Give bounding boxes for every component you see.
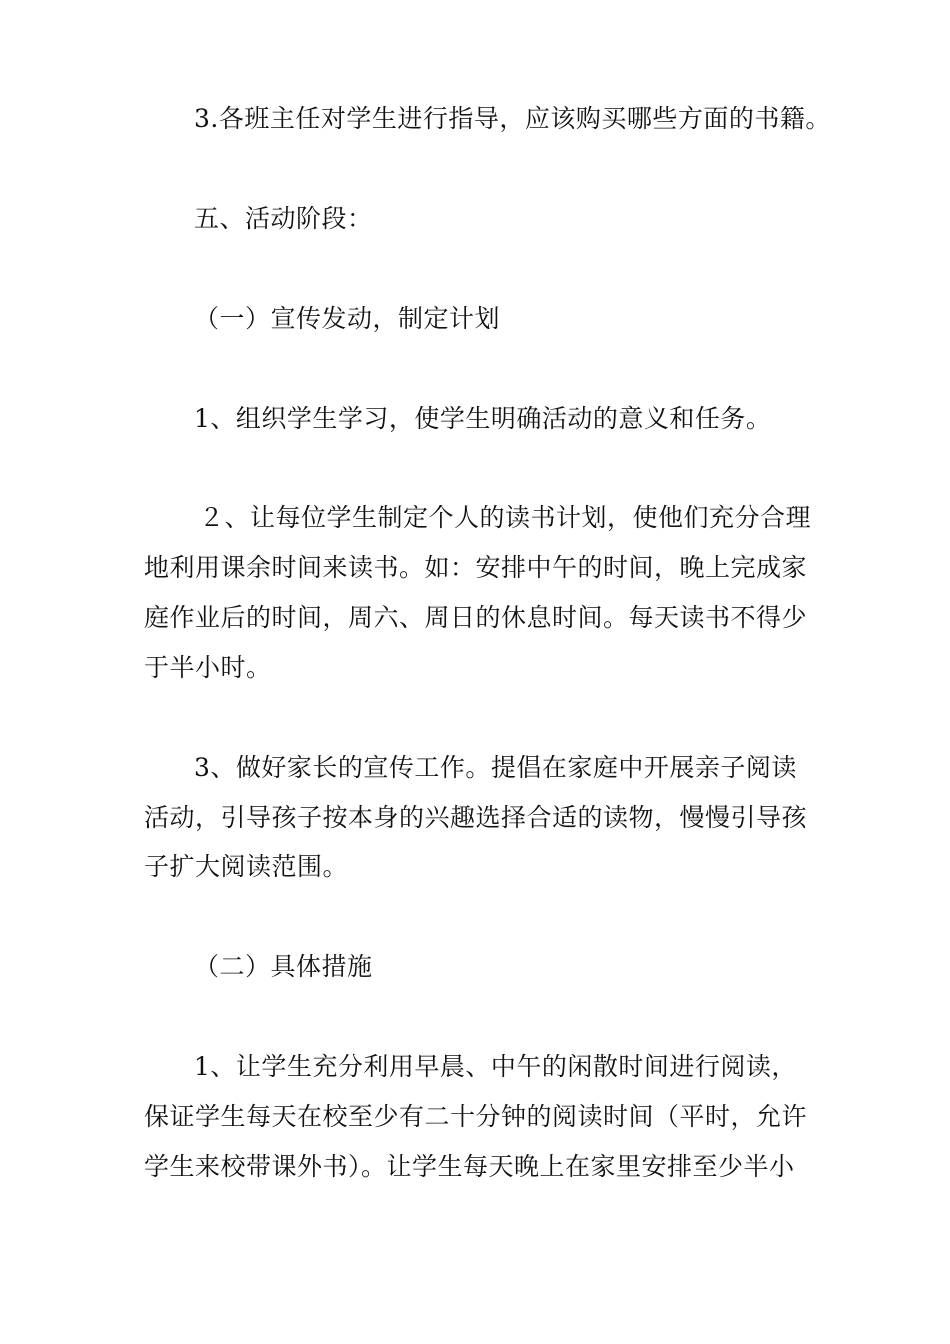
text-line: 1、组织学生学习，使学生明确活动的意义和任务。 — [194, 404, 772, 433]
text-line: 地利用课余时间来读书。如：安排中午的时间，晚上完成家 — [144, 553, 808, 582]
subsection-heading: （一）宣传发动，制定计划 — [194, 304, 501, 333]
text-line: 1、让学生充分利用早晨、中午的闲散时间进行阅读， — [194, 1052, 797, 1081]
text-line: 保证学生每天在校至少有二十分钟的阅读时间（平时，允许 — [144, 1102, 808, 1131]
text-line: 3.各班主任对学生进行指导，应该购买哪些方面的书籍。 — [194, 104, 831, 133]
text-line: 3、做好家长的宣传工作。提倡在家庭中开展亲子阅读 — [194, 753, 797, 782]
subsection-heading: （二）具体措施 — [194, 952, 373, 981]
text-line: ２、让每位学生制定个人的读书计划，使他们充分合理 — [199, 503, 812, 532]
text-line: 学生来校带课外书）。让学生每天晚上在家里安排至少半小 — [144, 1152, 795, 1181]
text-line: 活动，引导孩子按本身的兴趣选择合适的读物，慢慢引导孩 — [144, 803, 808, 832]
section-heading: 五、活动阶段： — [194, 204, 373, 233]
text-line: 于半小时。 — [144, 653, 272, 682]
text-line: 子扩大阅读范围。 — [144, 852, 349, 881]
text-line: 庭作业后的时间，周六、周日的休息时间。每天读书不得少 — [144, 603, 808, 632]
